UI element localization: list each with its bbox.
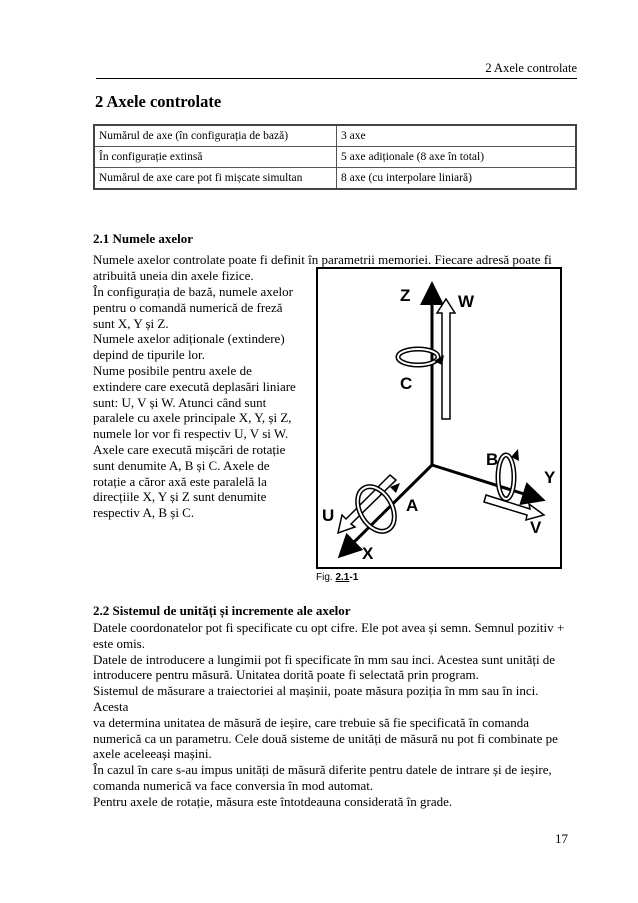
text-line: comanda numerică va face conversia în mod automat. xyxy=(93,777,374,793)
figure-caption xyxy=(316,572,358,583)
text-line: sunt: U, V și W. Atunci când sunt xyxy=(93,394,267,410)
label-w: W xyxy=(458,292,475,311)
table-cell: În configurație extinsă xyxy=(94,147,337,168)
label-x: X xyxy=(362,544,374,563)
text-line: sunt X, Y și Z. xyxy=(93,315,169,331)
text-line: sunt denumite A, B și C. Axele de xyxy=(93,457,270,473)
label-y: Y xyxy=(544,468,556,487)
label-b: B xyxy=(486,450,499,469)
label-a: A xyxy=(406,496,419,515)
text-line: extindere care execută deplasări liniare xyxy=(93,378,296,394)
caption-ref-link[interactable]: 2.1 xyxy=(335,572,350,583)
text-line: Sistemul de măsurare a traiectoriei al mașinii, poate măsura poziția în mm sau în inci. Acesta xyxy=(93,683,539,714)
text-line: Pentru axele de rotație, măsura este întotdeauna considerată în grade. xyxy=(93,793,453,809)
text-line: Numele axelor adiționale (extindere) xyxy=(93,331,285,347)
text-line: este omis. xyxy=(93,635,145,651)
text-line: respectiv A, B și C. xyxy=(93,505,195,521)
text-line: axele aceleeași mașini. xyxy=(93,746,212,762)
text-line: paralele cu axele principale X, Y, și Z, xyxy=(93,410,292,426)
text-line: Axele care execută mișcări de rotație xyxy=(93,441,286,457)
intro-paragraph: Numele axelor controlate poate fi definit în parametrii memoriei. Fiecare adresă poate fi atribuită uneia din axele fizice. xyxy=(93,252,552,283)
caption-prefix: Fig. xyxy=(316,572,336,583)
text-line: Nume posibile pentru axele de xyxy=(93,362,252,378)
a-rotation-icon xyxy=(350,480,402,538)
axes-diagram xyxy=(318,269,560,567)
table-row xyxy=(94,168,576,190)
running-header: 2 Axele controlate xyxy=(485,61,577,75)
label-c: C xyxy=(400,374,413,393)
page-number: 17 xyxy=(555,831,568,846)
text-line: numele lor vor fi respectiv U, V si W. xyxy=(93,426,289,442)
text-line: introducere pentru măsură. Unitatea dorită poate fi selectată prin program. xyxy=(93,667,479,683)
table-cell: 5 axe adiționale (8 axe în total) xyxy=(337,147,577,168)
table-cell: 3 axe xyxy=(337,125,577,147)
table-row xyxy=(94,147,576,168)
table-cell: Numărul de axe care pot fi mișcate simultan xyxy=(94,168,337,190)
text-line: În cazul în care s-au impus unități de măsură diferite pentru datele de intrare și de ieșire, xyxy=(93,762,552,778)
text-line: Datele de introducere a lungimii pot fi specificate în mm sau inci. Acestea sunt unități de xyxy=(93,651,556,667)
text-line: direcțiile X, Y și Z sunt denumite xyxy=(93,489,267,505)
text-line: În configurația de bază, numele axelor xyxy=(93,284,293,299)
axes-figure xyxy=(316,267,562,569)
caption-suffix: -1 xyxy=(349,572,359,583)
table-row xyxy=(94,125,576,147)
text-line: rotație a căror axă este paralelă la xyxy=(93,473,267,489)
text-line: Datele coordonatelor pot fi specificate cu opt cifre. Ele pot avea și semn. Semnul pozitiv + xyxy=(93,620,565,635)
y-axis xyxy=(432,465,540,499)
text-line: depind de tipurile lor. xyxy=(93,347,205,363)
label-u: U xyxy=(322,506,335,525)
text-line: numerică ca un parametru. Cele două sisteme de unități de măsură nu pot fi combinate pe xyxy=(93,730,558,746)
header-rule xyxy=(96,78,577,79)
table-cell: Numărul de axe (în configurația de bază) xyxy=(94,125,337,147)
axes-spec-table xyxy=(93,124,577,190)
text-line: va determina unitatea de măsură de ieșire, care trebuie să fie specificată în comanda xyxy=(93,714,530,730)
label-v: V xyxy=(530,518,542,537)
units-text xyxy=(93,620,573,810)
axis-names-text xyxy=(93,284,315,521)
text-line: pentru o comandă numerică de freză xyxy=(93,299,283,315)
section-heading-2-2: 2.2 Sistemul de unități și incremente ale axelor xyxy=(93,603,351,618)
table-cell: 8 axe (cu interpolare liniară) xyxy=(337,168,577,190)
label-z: Z xyxy=(400,286,411,305)
c-rotation-icon xyxy=(398,349,444,365)
chapter-title: 2 Axele controlate xyxy=(95,92,222,111)
section-heading-2-1: 2.1 Numele axelor xyxy=(93,231,194,246)
